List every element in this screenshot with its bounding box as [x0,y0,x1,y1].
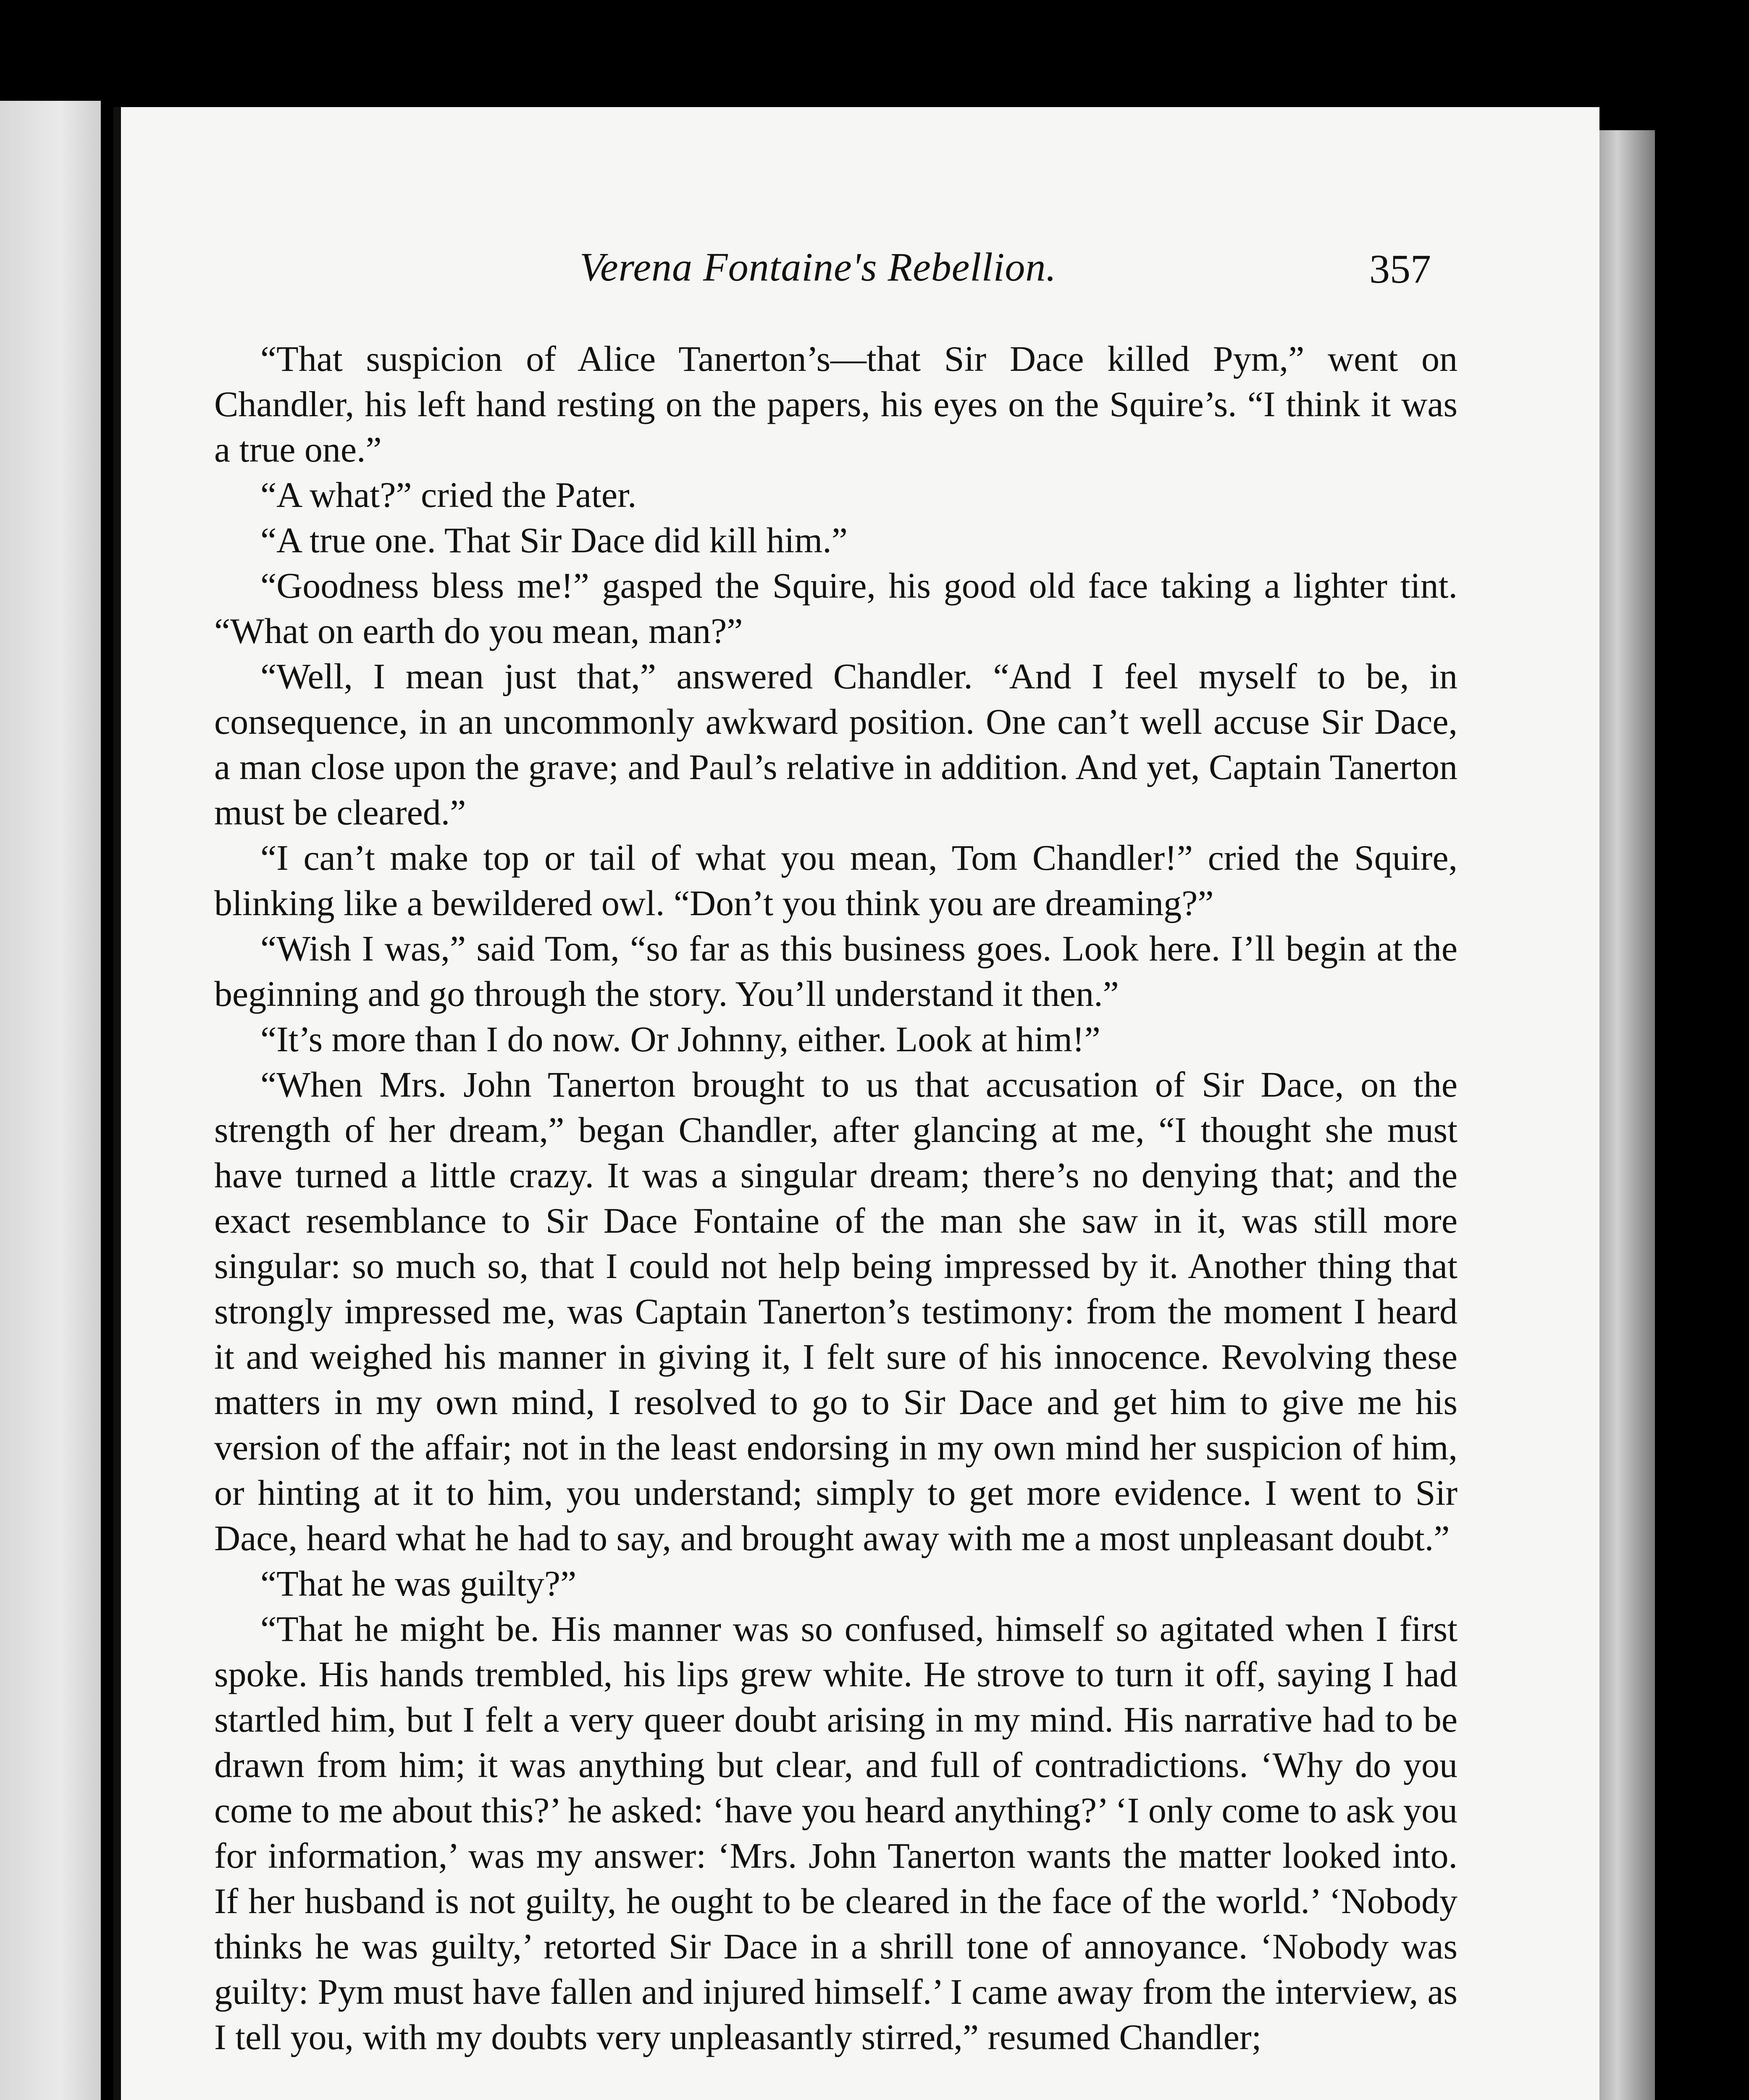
paragraph: “Well, I mean just that,” answered Chandler. “And I feel myself to be, in consequence, in an uncommonly awkward position. One can’t well accuse Sir Dace, a man close upon the grave; and Paul’s relative in addition. And yet, Captain Tanerton must be cleared.” [214,656,1458,832]
running-title: Verena Fontaine's Rebellion. [580,244,1057,289]
facing-page-edge [0,101,101,2100]
page-number: 357 [1369,247,1431,292]
paragraph: “That suspicion of Alice Tanerton’s—that Sir Dace killed Pym,” went on Chandler, his left hand resting on the papers, his eyes on the Squire’s. “I think it was a true one.” [214,339,1458,470]
page-body [214,336,1458,2060]
paragraph: “It’s more than I do now. Or Johnny, either. Look at him!” [260,1019,1100,1059]
paragraph: “That he might be. His manner was so confused, himself so agitated when I first spoke. His hands trembled, his lips grew white. He strove to turn it off, saying I had startled him, but I felt a very queer doubt arising in my mind. His narrative had to be drawn from him; it was anything but clear, and full of contradictions. ‘Why do you come to me about this?’ he asked: ‘have you heard anything?’ ‘I only come to ask you for information,’ was my answer: ‘Mrs. John Tanerton wants the matter looked into. If her husband is not guilty, he ought to be cleared in the face of the world.’ ‘Nobody thinks he was guilty,’ retorted Sir Dace in a shrill tone of annoyance. ‘Nobody was guilty: Pym must have fallen and injured himself.’ I came away from the interview, as I tell you, with my doubts very unpleasantly stirred,” resumed Chandler; [214,1609,1458,2057]
paragraph: “Goodness bless me!” gasped the Squire, his good old face taking a lighter tint. “What on earth do you mean, man?” [214,565,1458,651]
paragraph: “When Mrs. John Tanerton brought to us that accusation of Sir Dace, on the strength of her dream,” began Chandler, after glancing at me, “I thought she must have turned a little crazy. It was a singular dream; there’s no denying that; and the exact resemblance to Sir Dace Fontaine of the man she saw in it, was still more singular: so much so, that I could not help being impressed by it. Another thing that strongly impressed me, was Captain Tanerton’s testimony: from the moment I heard it and weighed his manner in giving it, I felt sure of his innocence. Revolving these matters in my own mind, I resolved to go to Sir Dace and get him to give me his version of the affair; not in the least endorsing in my own mind her suspicion of him, or hinting at it to him, you understand; simply to get more evidence. I went to Sir Dace, heard what he had to say, and brought away with me a most unpleasant doubt.” [214,1064,1458,1558]
paragraph: “Wish I was,” said Tom, “so far as this business goes. Look here. I’ll begin at the beginning and go through the story. You’ll understand it then.” [214,928,1458,1014]
paragraph: “A what?” cried the Pater. [260,475,637,515]
paragraph: “I can’t make top or tail of what you mean, Tom Chandler!” cried the Squire, blinking like a bewildered owl. “Don’t you think you are dreaming?” [214,837,1458,923]
paragraph: “A true one. That Sir Dace did kill him.” [260,520,848,560]
page-edge-shadow [1592,130,1655,2100]
paragraph: “That he was guilty?” [260,1563,577,1604]
